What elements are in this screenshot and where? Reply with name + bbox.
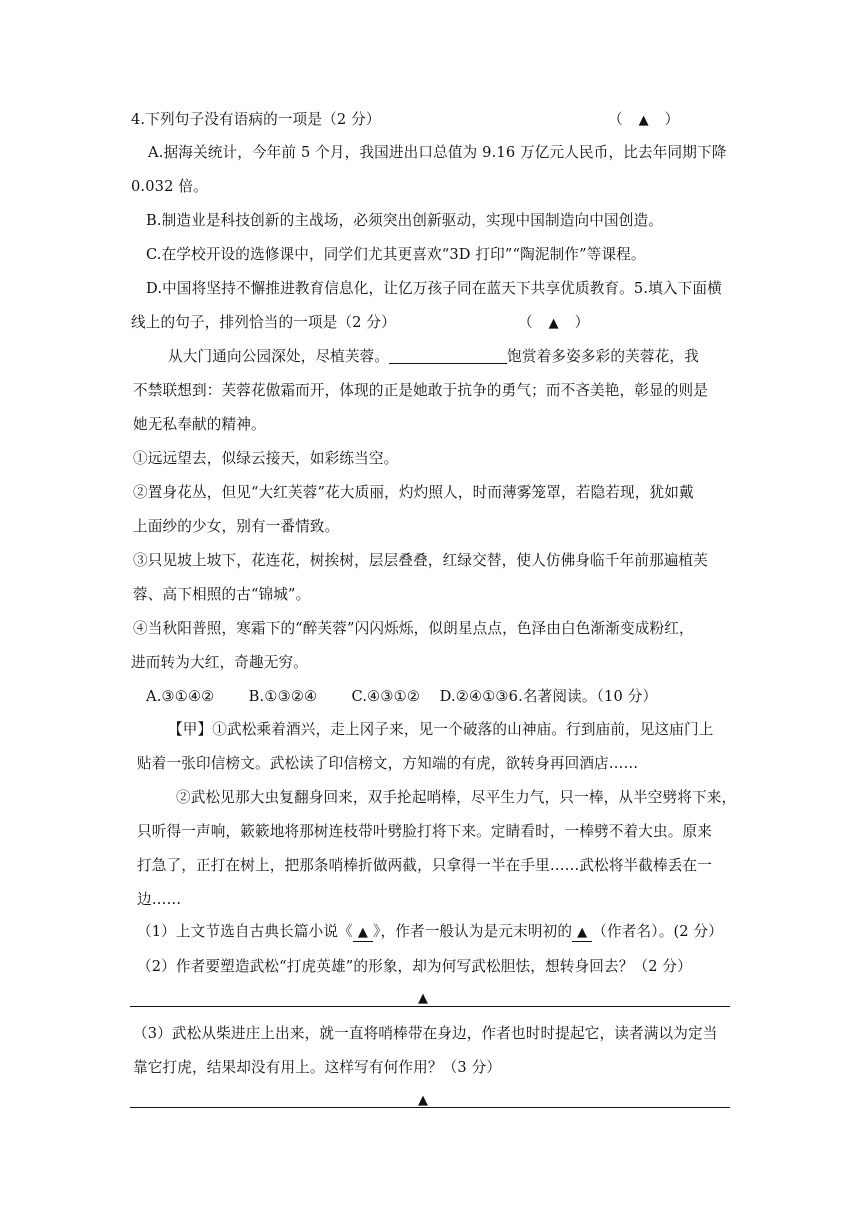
q6-passage-jia-line2: 贴着一张印信榜文。武松读了印信榜文，方知端的有虎，欲转身再回酒店…… xyxy=(137,755,639,772)
author-answer-blank: ▲ xyxy=(572,925,592,942)
q4-option-c: C.在学校开设的选修课中，同学们尤其更喜欢“3D 打印”“陶泥制作”等课程。 xyxy=(146,246,646,263)
q4-option-d-line1: D.中国将坚持不懈推进教育信息化，让亿万孩子同在蓝天下共享优质教育。5.填入下面横 xyxy=(146,280,722,297)
q4-option-a-line1: A.据海关统计，今年前 5 个月，我国进出口总值为 9.16 万亿元人民币，比去年同期下降 xyxy=(148,144,727,161)
paren-close: ） xyxy=(664,111,680,128)
paren-open: （ xyxy=(518,314,533,331)
q6-passage-p2-line4: 边…… xyxy=(137,891,182,908)
q4-option-a-line2: 0.032 倍。 xyxy=(131,178,208,195)
paren-open: （ xyxy=(608,111,623,128)
q5-sentence-2-line2: 上面纱的少女，别有一番情致。 xyxy=(133,518,340,535)
question-text: （1）上文节选自古典长篇小说《 xyxy=(137,923,353,940)
q4-stem: 4.下列句子没有语病的一项是（2 分） xyxy=(131,111,381,128)
q4-option-b: B.制造业是科技创新的主战场，必须突出创新驱动，实现中国制造向中国创造。 xyxy=(146,212,663,229)
q5-sentence-3-line1: ③只见坡上坡下，花连花，树挨树，层层叠叠，红绿交替，使人仿佛身临千年前那遍植芙 xyxy=(133,552,709,569)
q5-passage-line2: 不禁联想到：芙蓉花傲霜而开，体现的正是她敢于抗争的勇气；而不吝美艳，彰显的则是 xyxy=(133,382,709,399)
q6-passage-p2-line2: 只听得一声响，簌簌地将那树连枝带叶劈脸打将下来。定睛看时，一棒劈不着大虫。原来 xyxy=(137,823,713,840)
passage-text: 从大门通向公园深处，尽植芙蓉。 xyxy=(168,348,390,365)
q6-passage-p2-line1: ②武松见那大虫复翻身回来，双手抡起哨棒，尽平生力气，只一棒，从半空劈将下来， xyxy=(176,789,737,806)
answer-line xyxy=(130,1107,730,1108)
q6-subquestion-3-line1: （3）武松从柴进庄上出来，就一直将哨棒带在身边，作者也时时提起它，读者满以为定当 xyxy=(133,1025,718,1042)
q5-sentence-4-line2: 进而转为大红，奇趣无穷。 xyxy=(131,654,308,671)
q5-sentence-1: ①远远望去，似绿云接天，如彩练当空。 xyxy=(133,450,399,467)
q5-passage-line1 xyxy=(168,347,699,367)
answer-line xyxy=(130,1006,730,1007)
answer-marker-icon: ▲ xyxy=(638,113,649,128)
question-text: 》，作者一般认为是元末明初的 xyxy=(373,923,573,940)
paren-close: ） xyxy=(574,314,590,331)
q5-passage-line3: 她无私奉献的精神。 xyxy=(133,416,266,433)
answer-marker-icon: ▲ xyxy=(418,991,428,1006)
q5-sentence-3-line2: 蓉、高下相照的古“锦城”。 xyxy=(133,586,311,603)
q5-sentence-4-line1: ④当秋阳普照，寒霜下的“醉芙蓉”闪闪烁烁，似朗星点点，色泽由白色渐渐变成粉红， xyxy=(133,620,694,637)
q4-answer-box xyxy=(608,110,679,131)
fill-blank xyxy=(389,347,507,364)
q5-sentence-2-line1: ②置身花丛，但见“大红芙蓉”花大质丽，灼灼照人，时而薄雾笼罩，若隐若现，犹如戴 xyxy=(133,484,694,501)
book-title-answer-blank: ▲ xyxy=(353,925,373,942)
q6-subquestion-2: （2）作者要塑造武松“打虎英雄”的形象，却为何写武松胆怯，想转身回去？（2 分） xyxy=(137,958,692,975)
q6-passage-p2-line3: 打急了，正打在树上，把那条哨棒折做两截，只拿得一半在手里……武松将半截棒丢在一 xyxy=(137,857,713,874)
q6-subquestion-3-line2: 靠它打虎，结果却没有用上。这样写有何作用？（3 分） xyxy=(133,1059,502,1076)
q5-answer-box xyxy=(518,313,589,334)
question-text: （作者名）。(2 分） xyxy=(592,923,724,940)
answer-marker-icon: ▲ xyxy=(418,1093,428,1108)
q5-stem: 线上的句子，排列恰当的一项是（2 分） xyxy=(131,314,396,331)
q5-options: A.③①④② B.①③②④ C.④③①② D.②④①③6.名著阅读。（10 分） xyxy=(146,688,658,705)
q6-subquestion-1 xyxy=(137,922,723,942)
q6-passage-jia-line1: 【甲】①武松乘着酒兴，走上冈子来，见一个破落的山神庙。行到庙前，见这庙门上 xyxy=(168,721,714,738)
answer-marker-icon: ▲ xyxy=(548,316,559,331)
passage-text: 饱赏着多姿多彩的芙蓉花，我 xyxy=(507,348,699,365)
